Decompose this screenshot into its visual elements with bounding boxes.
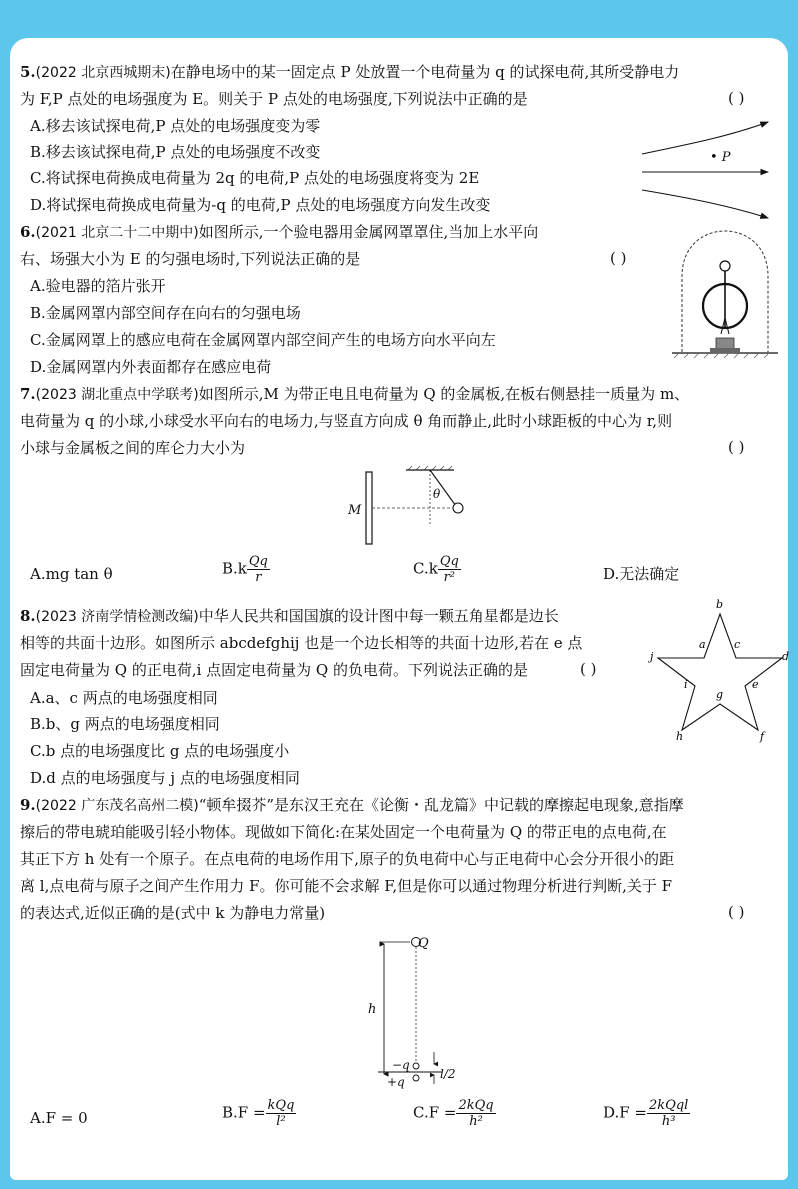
q8-line2: 相等的共面十边形。如图所示 abcdefghij 也是一个边长相等的共面十边形,若在 e 点 bbox=[20, 634, 583, 652]
q7-option-c: C.k $\frac{Qq}{\text{r²}}$ bbox=[413, 554, 459, 585]
q7-option-b: B.k $\frac{Qq}{r}$ bbox=[222, 554, 268, 585]
q9-line1: 9.(2022 广东茂名高州二模)“顿牟掇芥”是东汉王充在《论衡・乱龙篇》中记载的摩擦起电现象,意指摩 bbox=[20, 796, 684, 814]
q9-option-c: C.F = $\frac{\text{2kQq}}{\text{h²}}$ bbox=[413, 1098, 494, 1129]
q5-point-p-label: • P bbox=[710, 150, 731, 165]
q7-charged-plate-figure bbox=[350, 466, 470, 548]
q9-neg-q-label: −q bbox=[392, 1058, 410, 1072]
q9-option-b: B.F = $\frac{\text{kQq}}{\text{l²}}$ bbox=[222, 1098, 295, 1129]
q9-half-l-label: l/2 bbox=[440, 1067, 456, 1081]
q9-line2: 擦后的带电琥珀能吸引轻小物体。现做如下简化:在某处固定一个电荷量为 Q 的带正电的点电荷,在 bbox=[20, 823, 667, 841]
q9-q-label: Q bbox=[418, 936, 429, 951]
star-label-c: c bbox=[734, 638, 741, 651]
q7-theta-label: θ bbox=[433, 487, 441, 501]
q9-answer-paren: ( ) bbox=[728, 903, 745, 921]
q8-option-b: B.b、g 两点的电场强度相同 bbox=[30, 715, 220, 733]
q7-line2: 电荷量为 q 的小球,小球受水平向右的电场力,与竖直方向成 θ 角而静止,此时小球距板的中心为 r,则 bbox=[20, 412, 673, 430]
q9-pos-q-label: +q bbox=[387, 1075, 405, 1089]
q9-line5: 的表达式,近似正确的是(式中 k 为静电力常量) bbox=[20, 904, 326, 922]
q8-line3: 固定电荷量为 Q 的正电荷,i 点固定电荷量为 Q 的负电荷。下列说法正确的是 bbox=[20, 661, 529, 679]
q7-line3: 小球与金属板之间的库仑力大小为 bbox=[20, 439, 246, 457]
q6-option-c: C.金属网罩上的感应电荷在金属网罩内部空间产生的电场方向水平向左 bbox=[30, 331, 496, 349]
star-label-j: j bbox=[650, 650, 654, 663]
q6-answer-paren: ( ) bbox=[610, 249, 627, 267]
q8-star-figure bbox=[650, 598, 790, 748]
q8-option-a: A.a、c 两点的电场强度相同 bbox=[30, 689, 218, 707]
q7-plate-label: M bbox=[348, 503, 362, 518]
q5-answer-paren: ( ) bbox=[728, 89, 745, 107]
q5-field-lines-figure bbox=[640, 116, 780, 226]
q5-line2: 为 F,P 点处的电场强度为 E。则关于 P 点处的电场强度,下列说法中正确的是 bbox=[20, 90, 528, 108]
q9-option-d: D.F = $\frac{\text{2kQql}}{\text{h³}}$ bbox=[603, 1098, 689, 1129]
q5-line1: 5.(2022 北京西城期末)在静电场中的某一固定点 P 处放置一个电荷量为 q 的试探电荷,其所受静电力 bbox=[20, 63, 680, 81]
q6-option-d: D.金属网罩内外表面都存在感应电荷 bbox=[30, 358, 272, 376]
star-label-d: d bbox=[782, 650, 790, 663]
q8-line1: 8.(2023 济南学情检测改编)中华人民共和国国旗的设计图中每一颗五角星都是边长 bbox=[20, 607, 559, 625]
star-label-h: h bbox=[676, 730, 684, 743]
star-label-i: i bbox=[684, 678, 688, 691]
q5-option-c: C.将试探电荷换成电荷量为 2q 的电荷,P 点处的电场强度将变为 2E bbox=[30, 169, 480, 187]
star-label-f: f bbox=[760, 730, 765, 743]
star-label-g: g bbox=[716, 688, 724, 701]
q6-line2: 右、场强大小为 E 的匀强电场时,下列说法正确的是 bbox=[20, 250, 361, 268]
q5-option-d: D.将试探电荷换成电荷量为-q 的电荷,P 点处的电场强度方向发生改变 bbox=[30, 196, 491, 214]
q9-h-label: h bbox=[368, 1002, 377, 1017]
q5-option-a: A.移去该试探电荷,P 点处的电场强度变为零 bbox=[30, 117, 321, 135]
q8-option-d: D.d 点的电场强度与 j 点的电场强度相同 bbox=[30, 769, 300, 787]
q5-option-b: B.移去该试探电荷,P 点处的电场强度不改变 bbox=[30, 143, 321, 161]
q7-option-d: D.无法确定 bbox=[603, 565, 680, 583]
star-label-e: e bbox=[752, 678, 759, 691]
q9-line3: 其正下方 h 处有一个原子。在点电荷的电场作用下,原子的负电荷中心与正电荷中心会分开很小的距 bbox=[20, 850, 674, 868]
q6-electroscope-figure bbox=[670, 226, 780, 358]
q8-option-c: C.b 点的电场强度比 g 点的电场强度小 bbox=[30, 742, 290, 760]
q7-answer-paren: ( ) bbox=[728, 438, 745, 456]
q6-option-b: B.金属网罩内部空间存在向右的匀强电场 bbox=[30, 304, 301, 322]
page bbox=[10, 38, 788, 1180]
q9-line4: 离 l,点电荷与原子之间产生作用力 F。你可能不会求解 F,但是你可以通过物理分析进行判断,关于 F bbox=[20, 877, 673, 895]
q7-option-a: A.mg tan θ bbox=[30, 565, 113, 583]
star-label-a: a bbox=[699, 638, 706, 651]
q7-line1: 7.(2023 湖北重点中学联考)如图所示,M 为带正电且电荷量为 Q 的金属板,在板右侧悬挂一质量为 m、 bbox=[20, 385, 690, 403]
q6-line1: 6.(2021 北京二十二中期中)如图所示,一个验电器用金属网罩罩住,当加上水平向 bbox=[20, 223, 539, 241]
q9-option-a: A.F = 0 bbox=[30, 1109, 88, 1127]
q6-option-a: A.验电器的箔片张开 bbox=[30, 277, 166, 295]
q8-answer-paren: ( ) bbox=[580, 660, 597, 678]
star-label-b: b bbox=[716, 598, 724, 611]
